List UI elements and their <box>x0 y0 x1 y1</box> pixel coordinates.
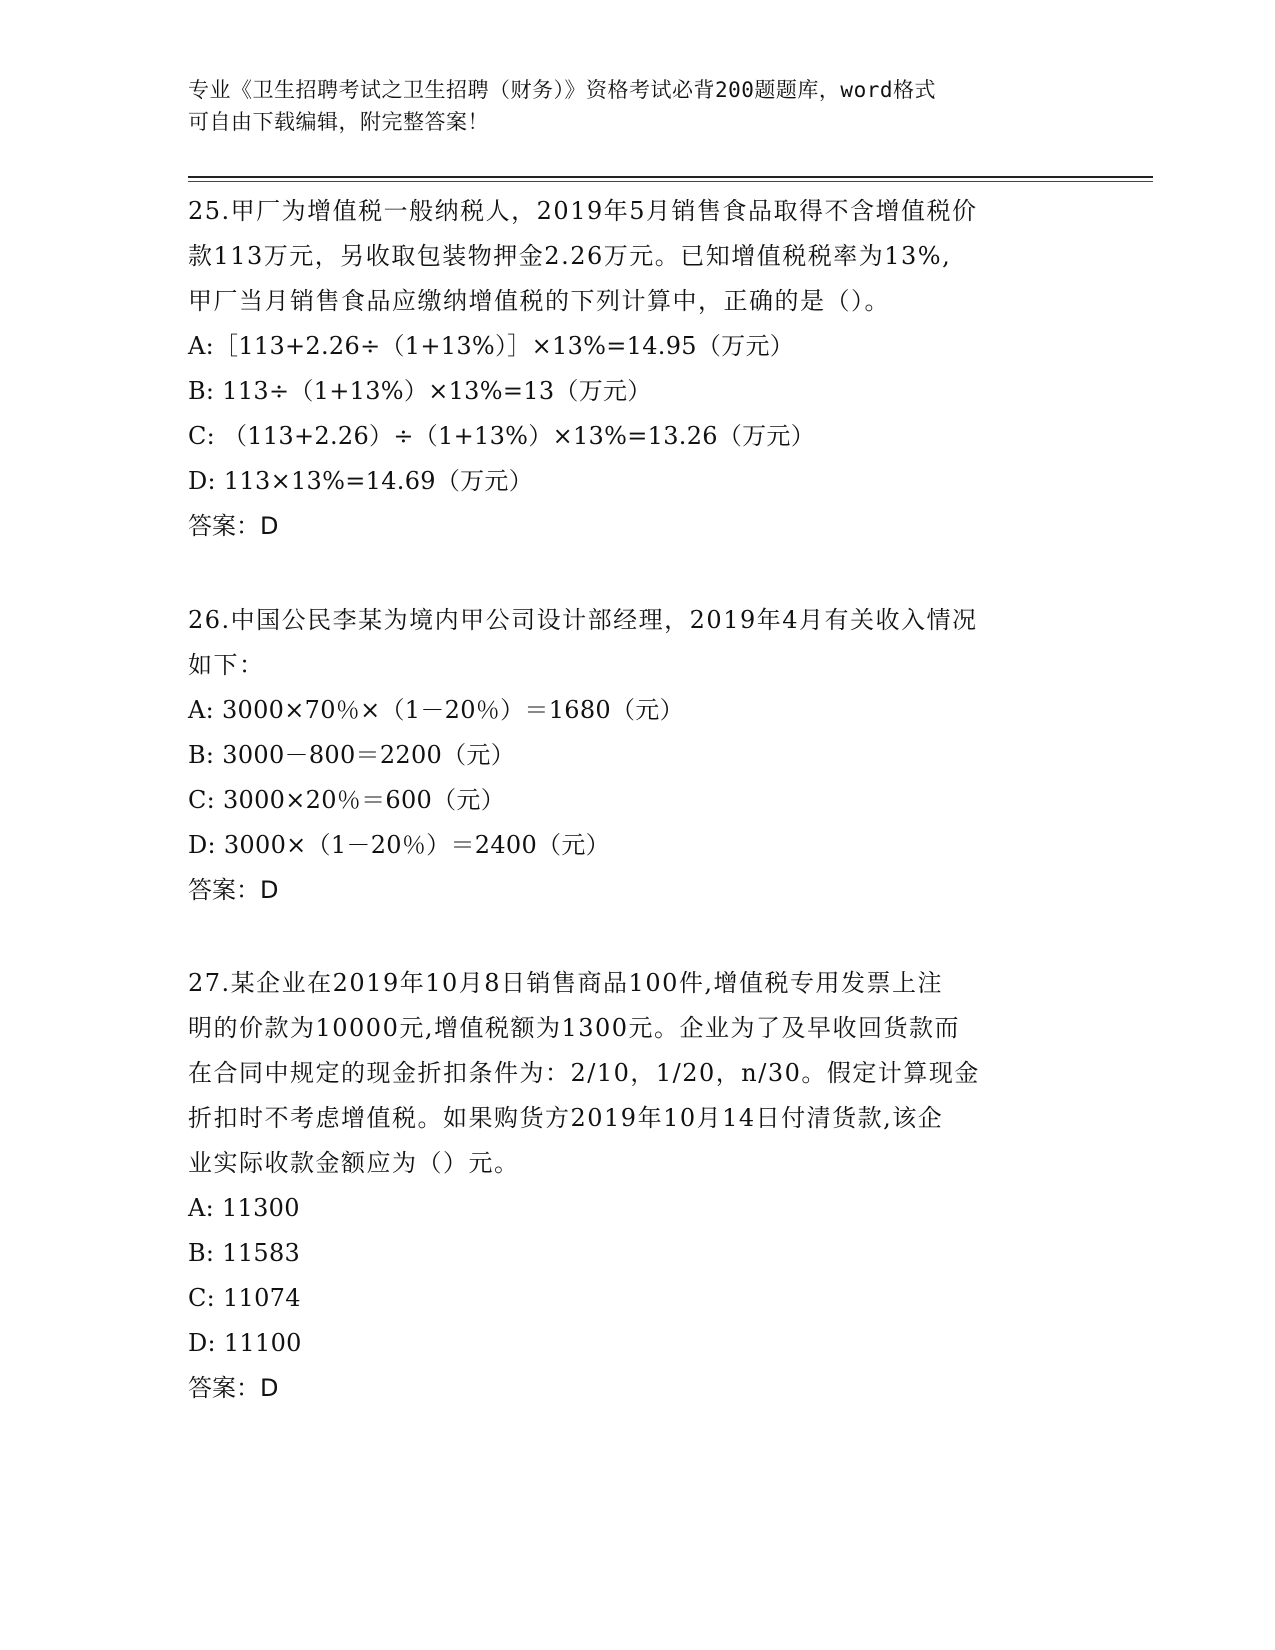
option-c: C: 3000×20％＝600（元） <box>188 786 506 814</box>
stem-line: 明的价款为10000元,增值税额为1300元。企业为了及早收回货款而 <box>188 1014 961 1042</box>
question-stem <box>188 189 1088 324</box>
option-b: B: 11583 <box>188 1239 301 1267</box>
option-c: C: （113+2.26）÷（1+13%）×13%=13.26（万元） <box>188 422 816 450</box>
option-d: D: 3000×（1－20％）＝2400（元） <box>188 831 610 859</box>
option-c: C: 11074 <box>188 1284 301 1312</box>
option-b: B: 113÷（1+13%）×13%=13（万元） <box>188 377 652 405</box>
option-a: A: 3000×70％×（1－20％）＝1680（元） <box>188 696 684 724</box>
option-a: A:［113+2.26÷（1+13%）］×13%=14.95（万元） <box>188 332 795 360</box>
question-27 <box>188 961 1088 1411</box>
stem-line: 在合同中规定的现金折扣条件为：2/10，1/20，n/30。假定计算现金 <box>188 1059 980 1087</box>
stem-line: 甲厂当月销售食品应缴纳增值税的下列计算中，正确的是（）。 <box>188 287 890 315</box>
question-stem <box>188 961 1088 1186</box>
answer-line: 答案：D <box>188 1374 279 1402</box>
header-line-2: 可自由下载编辑，附完整答案！ <box>188 110 489 134</box>
option-d: D: 11100 <box>188 1329 302 1357</box>
option-a: A: 11300 <box>188 1194 300 1222</box>
stem-line: 25.甲厂为增值税一般纳税人，2019年5月销售食品取得不含增值税价 <box>188 197 978 225</box>
option-b: B: 3000－800＝2200（元） <box>188 741 516 769</box>
answer-line: 答案：D <box>188 512 279 540</box>
stem-line: 26.中国公民李某为境内甲公司设计部经理，2019年4月有关收入情况 <box>188 606 978 634</box>
question-25 <box>188 189 1088 549</box>
document-header <box>188 74 1088 138</box>
header-divider-thin <box>188 181 1153 182</box>
question-26 <box>188 598 1088 913</box>
header-line-1: 专业《卫生招聘考试之卫生招聘（财务）》资格考试必背200题题库，word格式 <box>188 78 936 102</box>
answer-line: 答案：D <box>188 876 279 904</box>
option-d: D: 113×13%=14.69（万元） <box>188 467 534 495</box>
stem-line: 款113万元，另收取包装物押金2.26万元。已知增值税税率为13%, <box>188 242 952 270</box>
stem-line: 业实际收款金额应为（）元。 <box>188 1149 520 1177</box>
stem-line: 如下： <box>188 651 265 679</box>
stem-line: 27.某企业在2019年10月8日销售商品100件,增值税专用发票上注 <box>188 969 943 997</box>
question-stem <box>188 598 1088 688</box>
header-divider-thick <box>188 176 1153 178</box>
stem-line: 折扣时不考虑增值税。如果购货方2019年10月14日付清货款,该企 <box>188 1104 944 1132</box>
